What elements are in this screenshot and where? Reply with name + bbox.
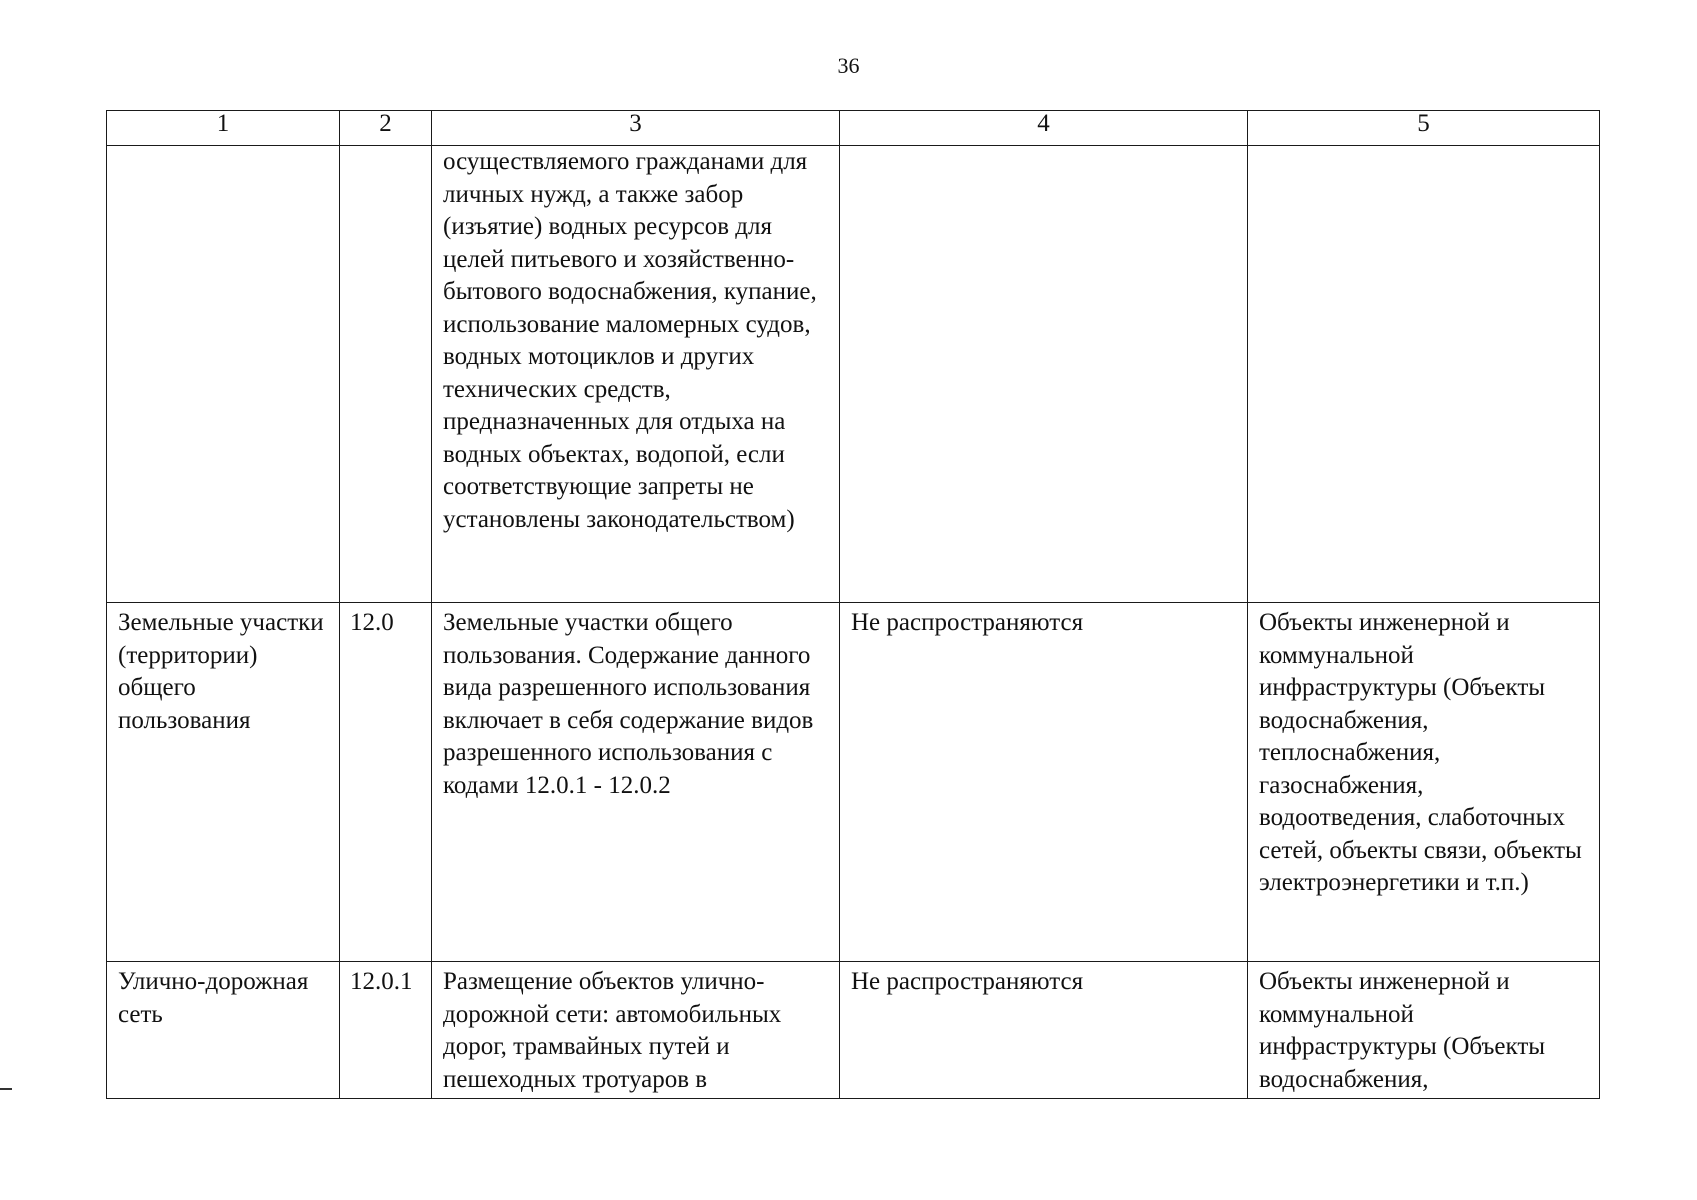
- cell-col4: Не распространяются: [840, 603, 1248, 962]
- cell-description: осуществляемого гражданами для личных нужд, а также забор (изъятие) водных ресурсов для целей питьевого и хозяйственно-бытового водоснабжения, купание, использование маломерных судов, водных мотоциклов и других технических средств, предназначенных для отдыха на водных объектах, водопой, если соответствующие запреты не установлены законодательством): [432, 146, 840, 603]
- cell-col5: [1248, 146, 1600, 603]
- cell-name: Земельные участки (территории) общего пользования: [107, 603, 340, 962]
- margin-tick-mark: [0, 1088, 12, 1090]
- table-row: [107, 962, 1600, 1099]
- column-header-4: 4: [840, 111, 1248, 146]
- column-header-2: 2: [340, 111, 432, 146]
- cell-code: 12.0.1: [340, 962, 432, 1099]
- cell-col4: [840, 146, 1248, 603]
- column-header-5: 5: [1248, 111, 1600, 146]
- column-header-1: 1: [107, 111, 340, 146]
- table-header-row: [107, 111, 1600, 146]
- cell-name: Улично-дорожная сеть: [107, 962, 340, 1099]
- cell-col5: Объекты инженерной и коммунальной инфраструктуры (Объекты водоснабжения,: [1248, 962, 1600, 1099]
- cell-code: [340, 146, 432, 603]
- regulations-table: [106, 110, 1600, 1099]
- cell-description: Размещение объектов улично-дорожной сети: автомобильных дорог, трамвайных путей и пешеходных тротуаров в: [432, 962, 840, 1099]
- cell-col4: Не распространяются: [840, 962, 1248, 1099]
- table-row: [107, 603, 1600, 962]
- cell-description: Земельные участки общего пользования. Содержание данного вида разрешенного использования включает в себя содержание видов разрешенного использования с кодами 12.0.1 - 12.0.2: [432, 603, 840, 962]
- cell-name: [107, 146, 340, 603]
- cell-col5: Объекты инженерной и коммунальной инфраструктуры (Объекты водоснабжения, теплоснабжения, газоснабжения, водоотведения, слаботочных сетей, объекты связи, объекты электроэнергетики и т.п.): [1248, 603, 1600, 962]
- table-row: [107, 146, 1600, 603]
- column-header-3: 3: [432, 111, 840, 146]
- page-number: 36: [837, 53, 860, 78]
- cell-code: 12.0: [340, 603, 432, 962]
